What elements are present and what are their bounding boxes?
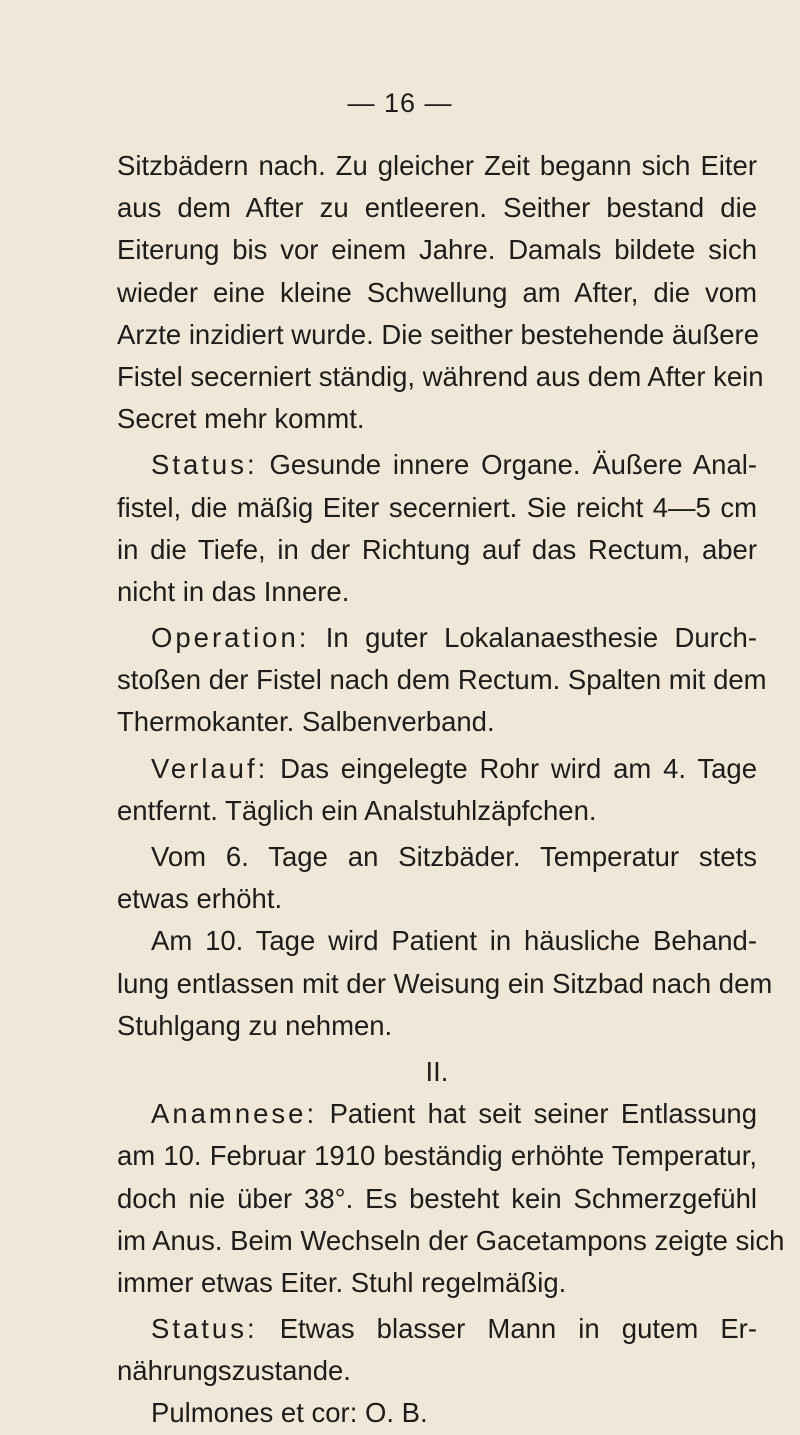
text-line: lung entlassen mit der Weisung ein Sitzbad nach dem (117, 967, 773, 999)
text-line: Am 10. Tage wird Patient in häusliche Behand- (151, 925, 757, 957)
text-line: im Anus. Beim Wechseln der Gacetampons zeigte sich (117, 1224, 785, 1256)
text-line: In guter Lokalanaesthesie Durch- (325, 622, 758, 654)
text-line: Eiterung bis vor einem Jahre. Damals bildete sich (117, 234, 757, 266)
section-label-status: Status: (151, 449, 258, 481)
text-line: Gesunde innere Organe. Äußere Anal- (269, 449, 758, 481)
text-line: Vom 6. Tage an Sitzbäder. Temperatur stets (151, 841, 757, 872)
text-line: nährungszustande. (117, 1355, 351, 1387)
text-line: Patient hat seit seiner Entlassung (329, 1098, 757, 1130)
text-line: Thermokanter. Salbenverband. (117, 706, 495, 738)
text-line: Secret mehr kommt. (117, 403, 365, 435)
text-line: am 10. Februar 1910 beständig erhöhte Temperatur, (117, 1140, 757, 1172)
section-label-verlauf: Verlauf: (151, 752, 269, 784)
text-line: etwas erhöht. (117, 883, 283, 915)
section-label-status: Status: (151, 1313, 258, 1345)
text-line: Etwas blasser Mann in gutem Er- (279, 1313, 757, 1345)
text-line: Sitzbädern nach. Zu gleicher Zeit begann sich Eiter (117, 150, 757, 181)
paragraph-anamnese-first-line (117, 1093, 757, 1135)
text-line: Das eingelegte Rohr wird am 4. Tage (280, 752, 758, 784)
text-line: Pulmones et cor: O. B. (151, 1397, 428, 1429)
text-line: doch nie über 38°. Es besteht kein Schmerzgefühl (117, 1182, 757, 1214)
text-line: immer etwas Eiter. Stuhl regelmäßig. (117, 1266, 567, 1298)
section-heading-roman-numeral: II. (425, 1055, 449, 1087)
paragraph-status-second-first-line (117, 1308, 757, 1350)
paragraph-status-first-line (117, 444, 757, 486)
text-line: aus dem After zu entleeren. Seither bestand die (117, 192, 757, 224)
section-label-operation: Operation: (151, 622, 310, 654)
text-line: Stuhlgang zu nehmen. (117, 1009, 393, 1041)
text-line: nicht in das Innere. (117, 575, 350, 607)
text-line: in die Tiefe, in der Richtung auf das Rectum, aber (117, 533, 757, 565)
text-line: Arzte inzidiert wurde. Die seither bestehende äußere (117, 318, 760, 350)
text-line: Fistel secerniert ständig, während aus dem After kein (117, 360, 764, 392)
section-label-anamnese: Anamnese: (151, 1098, 318, 1130)
paragraph-operation-first-line (117, 617, 757, 659)
text-line: entfernt. Täglich ein Analstuhlzäpfchen. (117, 794, 597, 826)
text-line: fistel, die mäßig Eiter secerniert. Sie reicht 4—5 cm (117, 491, 757, 523)
body-text (117, 145, 785, 1435)
paragraph-verlauf-first-line (117, 748, 757, 790)
text-line: stoßen der Fistel nach dem Rectum. Spalten mit dem (117, 664, 767, 696)
text-line: wieder eine kleine Schwellung am After, die vom (117, 276, 757, 308)
page-number: — 16 — (347, 88, 453, 118)
